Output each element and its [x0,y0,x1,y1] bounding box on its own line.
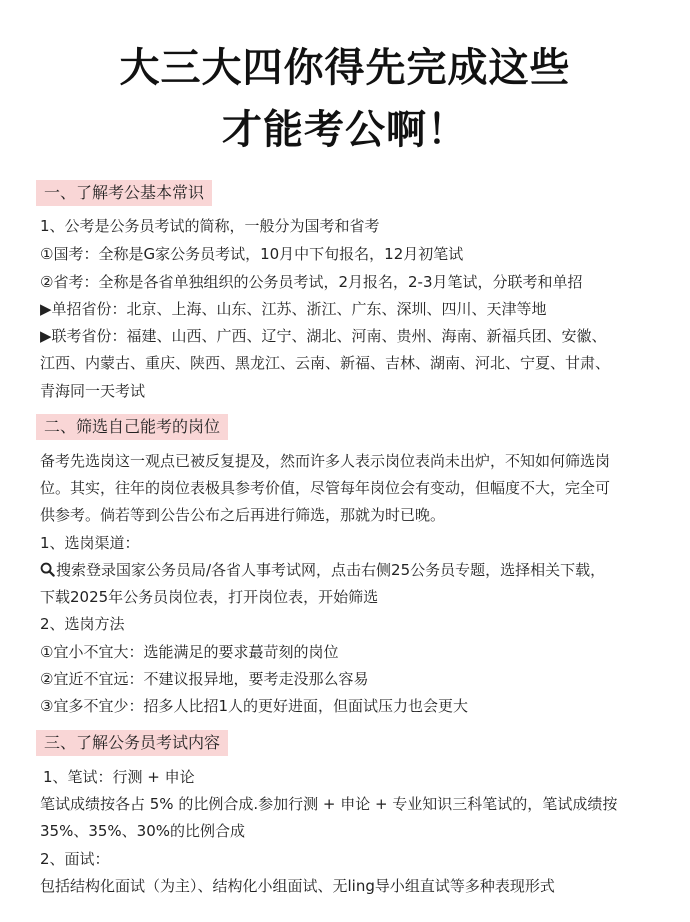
paragraph-line: ②宜近不宜远：不建议报异地，要考走没那么容易 [40,670,369,688]
paragraph-line: 江西、内蒙古、重庆、陕西、黑龙江、云南、新福、吉林、湖南、河北、宁夏、甘肃、 [40,354,611,372]
paragraph-line: ③宜多不宜少：招多人比招1人的更好进面，但面试压力也会更大 [40,697,468,715]
section-heading-2: 二、筛选自己能考的岗位 [36,414,228,440]
section-heading-3: 三、了解公务员考试内容 [36,730,228,756]
paragraph-line: 包括结构化面试（为主）、结构化小组面试、无ling导小组直试等多种表现形式 [40,877,555,895]
paragraph-line: 青海同一天考试 [40,382,146,400]
paragraph-line: 笔试成绩按各占 5% 的比例合成.参加行测 + 申论 + 专业知识三科笔试的，笔试成绩按 [40,795,618,813]
paragraph-line: ①国考：全称是G家公务员考试，10月中下旬报名，12月初笔试 [40,245,464,263]
paragraph-line: 位。其实，往年的岗位表极具参考价值，尽管每年岗位会有变动，但幅度不大，完全可 [40,479,611,497]
paragraph-line: 2、选岗方法 [40,615,125,633]
search-icon [40,562,55,577]
paragraph-line: ▶单招省份：北京、上海、山东、江苏、浙江、广东、深圳、四川、天津等地 [40,300,547,318]
paragraph-line: ②省考：全称是各省单独组织的公务员考试，2月报名，2-3月笔试，分联考和单招 [40,273,583,291]
paragraph-line: ①宜小不宜大：选能满足的要求蕞苛刻的岗位 [40,643,339,661]
section-heading-1: 一、了解考公基本常识 [36,180,212,206]
paragraph-line: ▶联考省份：福建、山西、广西、辽宁、湖北、河南、贵州、海南、新福兵团、安徽、 [40,327,607,345]
page-title-line-2: 才能考公啊！ [222,107,468,153]
paragraph-line: 下载2025年公务员岗位表，打开岗位表，开始筛选 [40,588,379,606]
paragraph-line: 1、选岗渠道： [40,534,140,552]
paragraph-line: 供参考。倘若等到公告公布之后再进行筛选，那就为时已晚。 [40,506,446,524]
search-channel-line [40,559,655,581]
paragraph-line: 1、公考是公务员考试的简称，一般分为国考和省考 [40,217,380,235]
page-title-line-1: 大三大四你得先完成这些 [119,45,571,91]
paragraph-line: 35%、35%、30%的比例合成 [40,822,246,840]
paragraph-text: 搜索登录国家公务员局/各省人事考试网，点击右侧25公务员专题，选择相关下载， [56,561,606,579]
paragraph-line: 备考先选岗这一观点已被反复提及，然而许多人表示岗位表尚未出炉，不知如何筛选岗 [40,452,611,470]
paragraph-line: 1、笔试：行测 + 申论 [43,768,195,786]
paragraph-line: 2、面试： [40,850,110,868]
